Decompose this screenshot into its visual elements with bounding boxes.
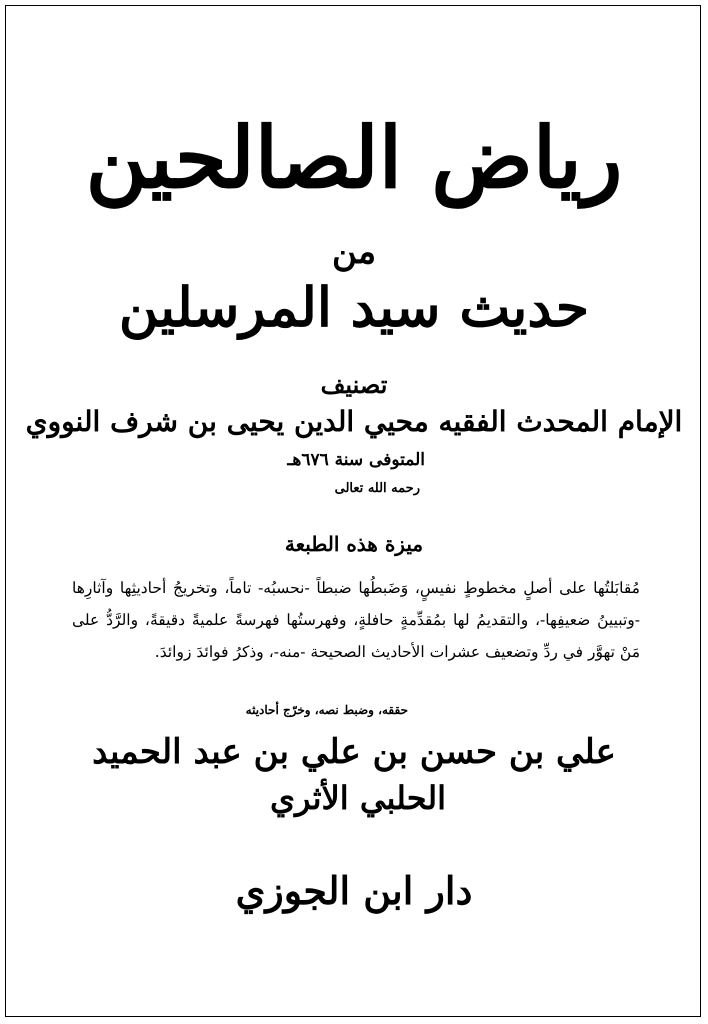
title-connector: من <box>331 232 377 272</box>
features-paragraph: مُقابَلتُها على أصلٍ مخطوطٍ نفيسٍ، وَضَبطُها ضبطاً -نحسبُه- تاماً، وتخريجُ أحاديثِها وآثارِها -وتبيينُ ضعيفِها-، والتقديمُ لها بمُقدِّمةٍ حافلةٍ، وفهرستُها فهرسةً علميةً دقيقةً، والرَّدُّ على مَنْ تهوَّر في ردِّ وتضعيف عشرات الأحاديث الصحيحة -منه-، وذكرُ فوائدَ زوائدَ. <box>72 579 640 661</box>
author-prayer: رحمه الله تعالى <box>334 481 420 496</box>
editor-name-line2: الحلبي الأثري <box>269 779 447 817</box>
features-heading: ميزة هذه الطبعة <box>284 532 424 556</box>
editing-label: حققه، وضبط نصه، وخرّج أحاديثه <box>245 703 408 717</box>
compiled-by-label: تصنيف <box>320 370 388 399</box>
author-name: الإمام المحدث الفقيه محيي الدين يحيى بن شرف النووي <box>25 405 683 438</box>
publisher-name: دار ابن الجوزي <box>235 868 473 913</box>
book-subtitle: حديث سيد المرسلين <box>118 275 590 339</box>
editor-name-line1: علي بن حسن بن علي بن عبد الحميد <box>92 732 616 772</box>
death-date-note: المتوفى سنة ٦٧٦هـ <box>287 450 425 470</box>
book-title: رياض الصالحين <box>85 108 623 207</box>
